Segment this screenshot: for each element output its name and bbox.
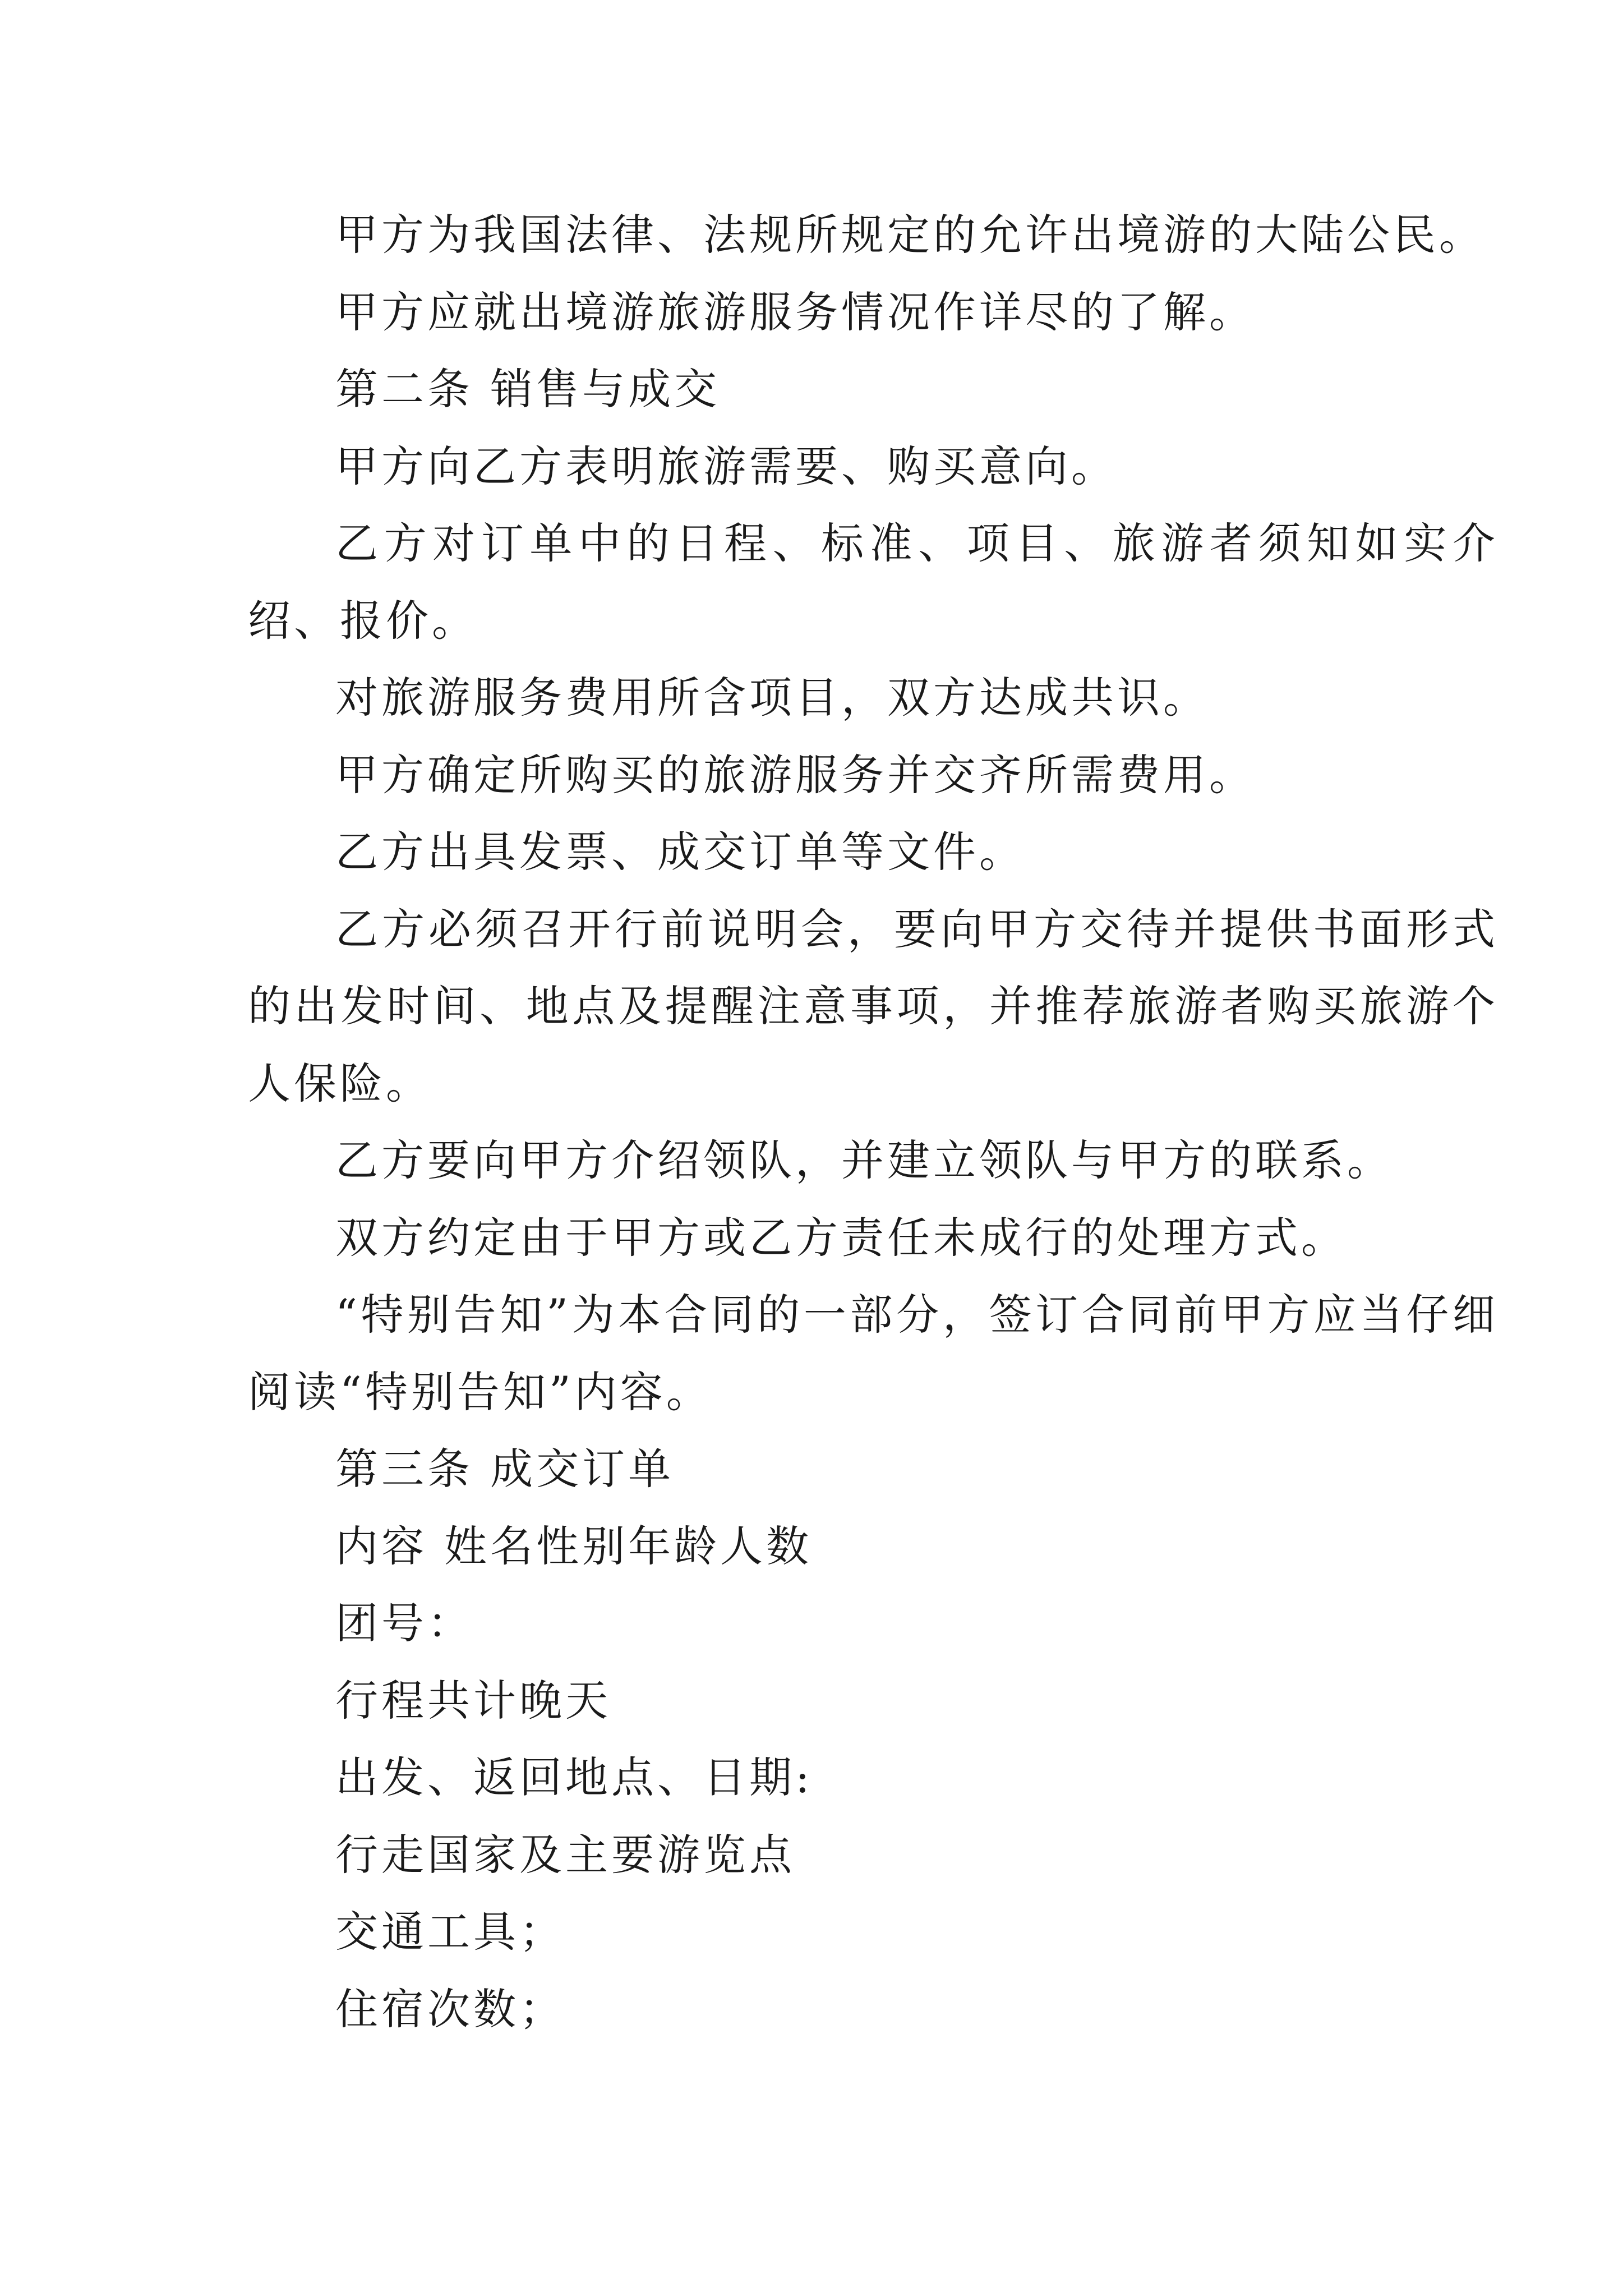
paragraph-understanding: 甲方应就出境游旅游服务情况作详尽的了解。 — [335, 287, 1255, 337]
paragraph-intent: 甲方向乙方表明旅游需要、购买意向。 — [335, 441, 1117, 491]
field-departure-return: 出发、返回地点、日期: — [335, 1752, 813, 1802]
paragraph-briefing: 乙方必须召开行前说明会，要向甲方交待并提供书面形式的出发时间、地点及提醒注意事项，并推荐旅游者购买旅游个人保险。 — [248, 904, 1498, 1108]
paragraph-payment: 甲方确定所购买的旅游服务并交齐所需费用。 — [335, 749, 1255, 800]
paragraph-special-notice: “特别告知”为本合同的一部分，签订合同前甲方应当仔细阅读“特别告知”内容。 — [248, 1290, 1498, 1417]
paragraph-cancellation: 双方约定由于甲方或乙方责任未成行的处理方式。 — [335, 1212, 1347, 1263]
field-destinations: 行走国家及主要游览点 — [335, 1829, 795, 1880]
section-heading-article-3: 第三条 成交订单 — [335, 1444, 675, 1494]
field-itinerary-length: 行程共计晚天 — [335, 1675, 611, 1726]
document-body — [248, 196, 1498, 2047]
paragraph-eligibility: 甲方为我国法律、法规所规定的允许出境游的大陆公民。 — [335, 210, 1485, 260]
field-accommodation-count: 住宿次数； — [335, 1984, 565, 2034]
field-group-number: 团号： — [335, 1598, 473, 1648]
field-content-header: 内容 姓名性别年龄人数 — [335, 1521, 813, 1571]
field-transport: 交通工具； — [335, 1907, 565, 1957]
section-heading-article-2: 第二条 销售与成交 — [335, 364, 721, 414]
paragraph-introduction: 乙方对订单中的日程、标准、项目、旅游者须知如实介绍、报价。 — [248, 518, 1498, 646]
paragraph-consensus: 对旅游服务费用所含项目，双方达成共识。 — [335, 673, 1209, 723]
paragraph-invoice: 乙方出具发票、成交订单等文件。 — [335, 827, 1025, 877]
paragraph-tour-leader: 乙方要向甲方介绍领队，并建立领队与甲方的联系。 — [335, 1135, 1393, 1185]
